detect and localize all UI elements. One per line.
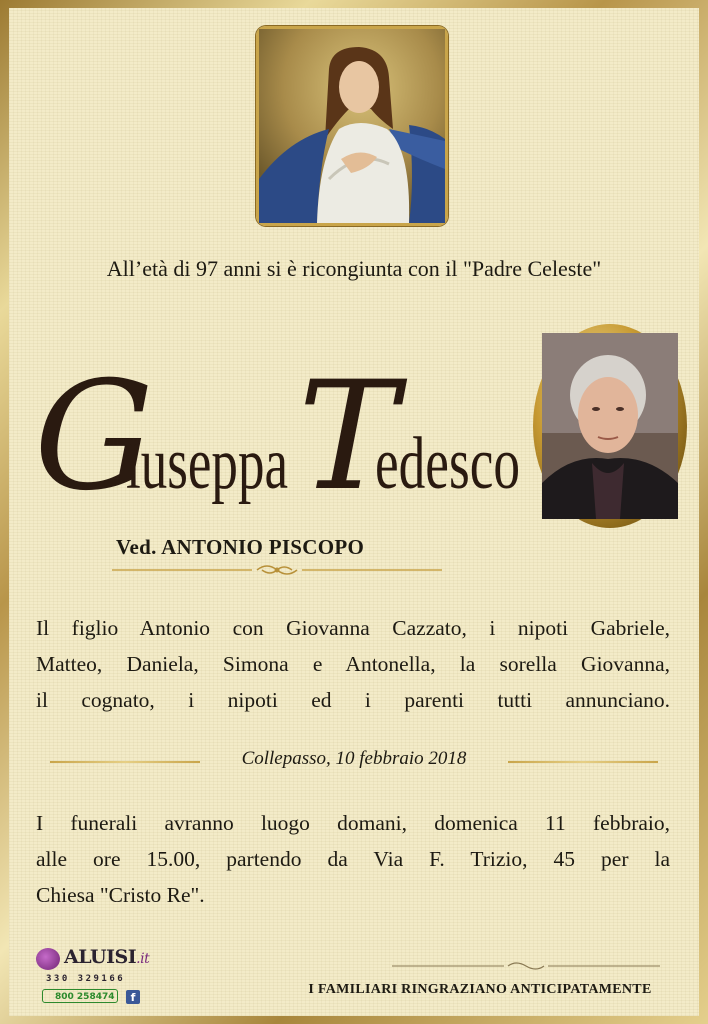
portrait-frame xyxy=(533,324,687,528)
announcement-line: Matteo, Daniela, Simona e Antonella, la sorella Giovanna, xyxy=(36,652,670,676)
announcement-line: Il figlio Antonio con Giovanna Cazzato, i nipoti Gabriele, xyxy=(36,616,670,640)
announcement-line: il cognato, i nipoti ed i parenti tutti annunciano. xyxy=(36,688,670,712)
thanks-text: I FAMILIARI RINGRAZIANO ANTICIPATAMENTE xyxy=(308,982,652,997)
tollfree-badge: 800 258474 xyxy=(42,989,118,1003)
thanks-ornament xyxy=(392,960,660,972)
madonna-painting xyxy=(256,26,448,226)
facebook-icon[interactable]: f xyxy=(126,990,140,1004)
dateline: Collepasso, 10 febbraio 2018 xyxy=(241,748,467,769)
first-initial: G xyxy=(34,350,154,524)
funeral-line: I funerali avranno luogo domani, domenica 11 febbraio, xyxy=(36,811,670,835)
announcement-text xyxy=(36,610,670,718)
deceased-name xyxy=(30,316,530,536)
widow-of: Ved. ANTONIO PISCOPO xyxy=(116,535,365,559)
logo-brand: ALUISI.it xyxy=(64,946,150,968)
funeral-line: Chiesa "Cristo Re". xyxy=(36,883,205,907)
last-name-rest: edesco xyxy=(375,423,520,505)
madonna-image xyxy=(259,29,445,223)
funeral-line: alle ore 15.00, partendo da Via F. Trizio, 45 per la xyxy=(36,847,670,871)
logo-phone: 330 329166 xyxy=(46,974,126,984)
intro-text: All’età di 97 anni si è ricongiunta con il "Padre Celeste" xyxy=(106,256,602,281)
portrait-photo xyxy=(542,333,678,519)
divider-ornament xyxy=(112,562,442,578)
aluisi-logo[interactable] xyxy=(36,946,156,1010)
funeral-text xyxy=(36,805,670,913)
first-name-rest: iuseppa xyxy=(126,423,288,505)
last-initial: T xyxy=(298,350,399,524)
date-rule-right xyxy=(508,761,658,763)
logo-mark-icon xyxy=(36,948,60,970)
portrait-image xyxy=(542,333,678,519)
